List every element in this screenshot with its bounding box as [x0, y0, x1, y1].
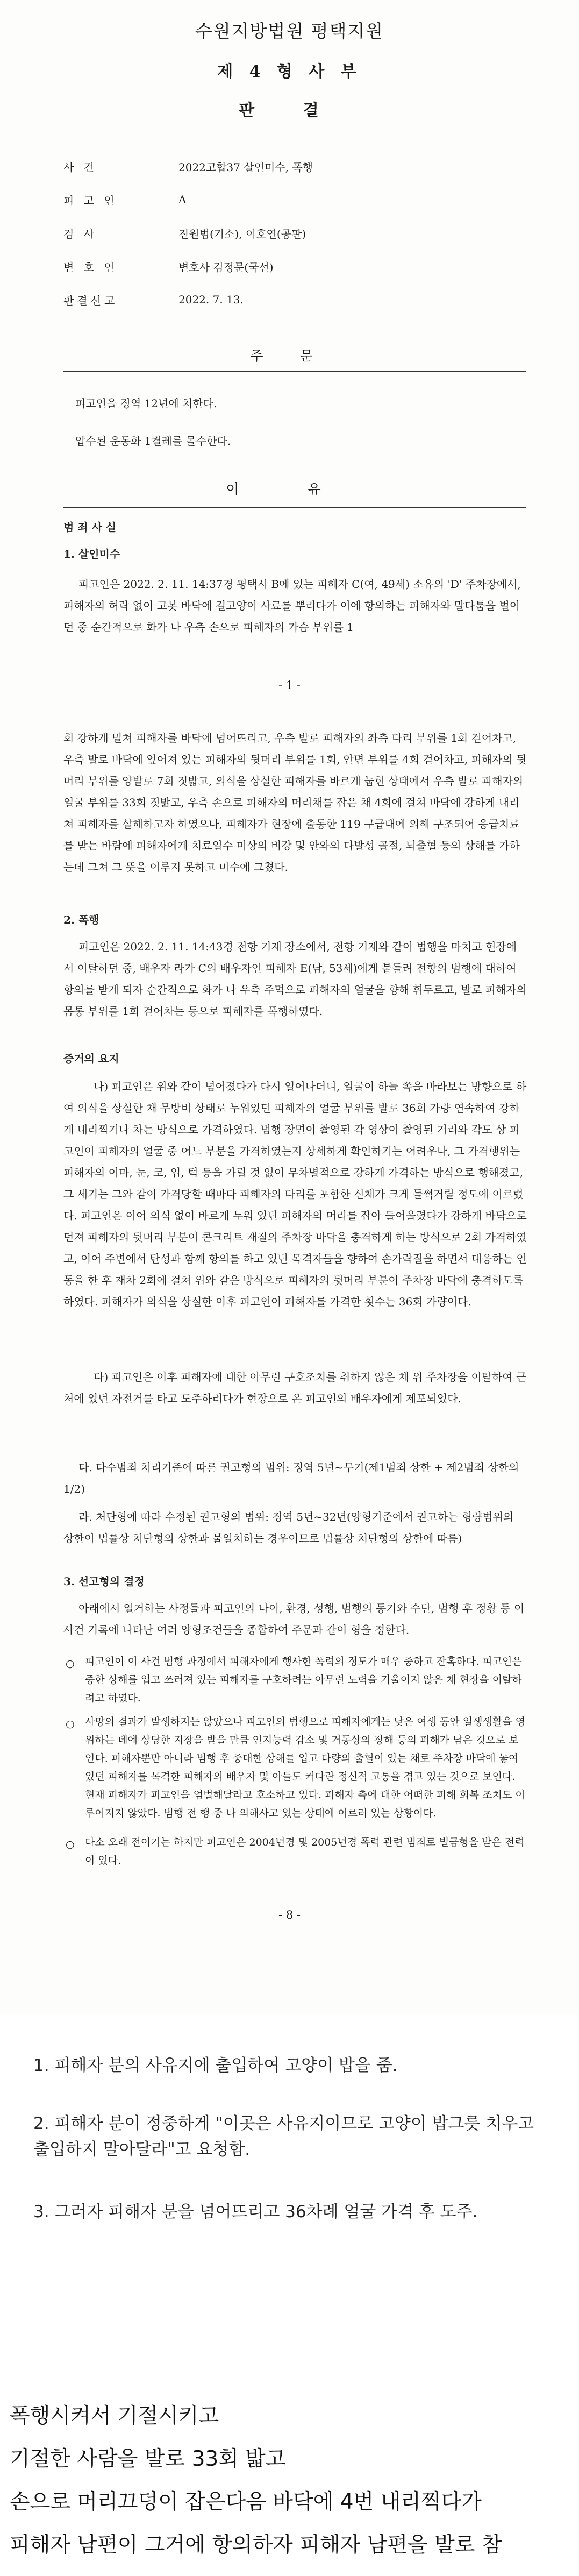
section-title: 2. 폭행: [63, 913, 99, 926]
circle-bullet-icon: ○: [66, 1839, 75, 1850]
sentencing-range-a: 다. 다수범죄 처리기준에 따른 권고형의 범위: 징역 5년~무기(제1범죄 상한 + 제2범죄 상한의 1/2): [63, 1461, 519, 1495]
caption-line: 1. 피해자 분의 사유지에 출입하여 고양이 밥을 줌.: [33, 2056, 398, 2075]
case-info-value: A: [178, 193, 187, 206]
sentencing-reason: 피고인이 이 사건 범행 과정에서 피해자에게 행사한 폭력의 정도가 매우 중하고 잔혹하다. 피고인은 중한 상해를 입고 쓰러져 있는 피해자를 구호하려는 아무런 노력을 기울이지 않은 채 현장을 이탈하려고 하였다.: [85, 1656, 522, 1704]
division-title: 제 4 형 사 부: [217, 62, 362, 81]
section-title: 1. 살인미수: [63, 548, 120, 560]
circle-bullet-icon: ○: [66, 1658, 75, 1670]
case-info-value: 변호사 김정문(국선): [178, 260, 274, 274]
order-heading: 주 문: [250, 348, 329, 364]
evidence-text: 나) 피고인은 위와 같이 넘어졌다가 다시 일어나더니, 얼굴이 하늘 쪽을 바라보는 방향으로 하여 의식을 상실한 채 무방비 상태로 누워있던 피해자의 얼굴 부위를 발로 36회 가량 연속하여 강하게 내리찍거나 차는 방식으로 가격하였다. 범행 장면이 촬영된 각 영상이 촬영된 거리와 각도 상 피고인이 피해자의 얼굴 중 어느 부분을 가격하였는지 상세하게 확인하기는 어려우나, 그 가격행위는 피해자의 이마, 눈, 코, 입, 턱 등을 가릴 것 없이 무차별적으로 강하게 가격하는 방식으로 행해졌고, 그 세기는 그와 같이 가격당할 때마다 피해자의 다리를 포함한 신체가 크게 들썩거릴 정도에 이르렀다. 피고인은 이어 의식 없이 바르게 누워 있던 피해자의 머리를 잡아 들어올렸다가 강하게 바닥으로 던져 피해자의 뒷머리 부분이 콘크리트 재질의 주차장 바닥을 충격하게 하는 방식으로 2회 가격하였고, 이어 주변에서 탄성과 함께 항의를 하고 있던 목격자들을 향하여 손가락질을 하면서 대응하는 언동을 한 후 재차 2회에 걸쳐 위와 같은 방식으로 피해자의 뒷머리 부분이 주차장 바닥에 충격하도록 하였다. 피해자가 의식을 상실한 이후 피고인이 피해자를 가격한 횟수는 36회 가량이다.: [63, 1080, 527, 1308]
case-info-key: 피 고 인: [63, 194, 118, 207]
page-number: - 1 -: [278, 679, 301, 692]
reason-heading: 이 유: [226, 481, 353, 497]
court-name: 수원지방법원 평택지원: [195, 20, 384, 41]
bottom-caption-line: 피해자 남편이 그거에 항의하자 피해자 남편을 발로 참: [10, 2533, 502, 2557]
case-info-row: [63, 283, 526, 316]
section2-text: 피고인은 2022. 2. 11. 14:43경 전항 기재 장소에서, 전항 기재와 같이 범행을 마치고 현장에서 이탈하던 중, 배우자 라가 C의 배우자인 피해자 E(남, 53세)에게 붙들려 전항의 범행에 대하여 항의를 받게 되자 순간적으로 화가 나 우측 주먹으로 피해자의 얼굴을 향해 휘두르고, 발로 피해자의 몸통 부위를 1회 걷어차는 등으로 피해자를 폭행하였다.: [63, 940, 527, 1018]
sentencing-range-b: 라. 처단형에 따라 수정된 권고형의 범위: 징역 5년~32년(양형기준에서 권고하는 형량범위의 상한이 법률상 처단형의 상한과 불일치하는 경우이므로 법률상 처단형의 상한에 따름): [63, 1510, 514, 1545]
sentencing-reason: 사망의 결과가 발생하지는 않았으나 피고인의 범행으로 피해자에게는 낮은 여생 동안 일생생활을 영위하는 데에 상당한 지장을 받을 만큼 인지능력 감소 및 거동상의 장해 등의 피해가 남은 것으로 보인다. 피해자뿐만 아니라 범행 후 중대한 상해를 입고 다량의 출혈이 있는 채로 주차장 바닥에 놓여 있던 피해자를 목격한 피해자의 배우자 및 아들도 커다란 정신적 고통을 겪고 있는 것으로 보인다. 현재 피해자가 피고인을 엄벌해달라고 호소하고 있다. 피해자 측에 대한 어떠한 피해 회복 조치도 이루어지지 않았다. 범행 전 행 중 나 의해사고 있는 상태에 이르러 있는 상황이다.: [85, 1716, 525, 1819]
bottom-caption-line: 폭행시켜서 기절시키고: [10, 2404, 219, 2428]
case-info-row: [63, 183, 526, 216]
case-info-key: 판결선고: [63, 294, 118, 307]
case-info-key: 검 사: [63, 227, 97, 240]
evidence-text-2: 다) 피고인은 이후 피해자에 대한 아무런 구호조치를 취하지 않은 채 위 주차장을 이탈하여 근처에 있던 자전거를 타고 도주하려다가 현장으로 온 피고인의 배우자에게 제포되었다.: [63, 1371, 527, 1405]
case-info-key: 사 건: [63, 160, 97, 174]
ruling-title: 판 결: [239, 101, 340, 120]
caption-line: 2. 피해자 분이 정중하게 "이곳은 사유지이므로 고양이 밥그릇 치우고 출입하지 말아달라"고 요청함.: [33, 2114, 534, 2159]
order-line: 피고인을 징역 12년에 처한다.: [75, 397, 217, 410]
case-info-value: 2022. 7. 13.: [178, 293, 244, 306]
facts-heading: 범 죄 사 실: [63, 521, 117, 534]
section-title: 3. 선고형의 결정: [63, 1575, 145, 1588]
page-number: - 8 -: [278, 1908, 301, 1921]
evidence-heading: 증거의 요지: [63, 1052, 119, 1065]
caption-line: 3. 그러자 피해자 분을 넘어뜨리고 36차례 얼굴 가격 후 도주.: [33, 2202, 478, 2222]
case-info-key: 변 호 인: [63, 260, 118, 274]
divider: [63, 507, 526, 508]
case-info-table: [63, 150, 526, 316]
case-info-row: [63, 150, 526, 183]
bottom-caption-line: 기절한 사람을 발로 33회 밟고: [10, 2447, 286, 2471]
case-info-value: 진원범(기소), 이호연(공판): [178, 227, 306, 240]
case-info-row: [63, 250, 526, 283]
order-line: 압수된 운동화 1켤레를 몰수한다.: [75, 435, 231, 448]
circle-bullet-icon: ○: [66, 1718, 75, 1730]
section1-text: 피고인은 2022. 2. 11. 14:37경 평택시 B에 있는 피해자 C(여, 49세) 소유의 'D' 주차장에서, 피해자의 허락 없이 고봇 바닥에 길고양이 사료를 뿌리다가 이에 항의하는 피해자와 말다툼을 벌이던 중 순간적으로 화가 나 우측 손으로 피해자의 가슴 부위를 1: [63, 578, 521, 634]
case-info-row: [63, 216, 526, 250]
bottom-caption-line: 손으로 머리끄덩이 잡은다음 바닥에 4번 내리찍다가: [10, 2490, 482, 2514]
section1-continued-text: 회 강하게 밀쳐 피해자를 바닥에 넘어뜨리고, 우측 발로 피해자의 좌측 다리 부위를 1회 걷어차고, 우측 발로 바닥에 엎어져 있는 피해자의 뒷머리 부위를 1회, 안면 부위를 4회 걷어차고, 피해자의 뒷머리 부위를 양발로 7회 짓밟고, 의식을 상실한 피해자를 바르게 눕힌 상태에서 우측 발로 피해자의 얼굴 부위를 33회 짓밟고, 우측 손으로 피해자의 머리채를 잡은 채 4회에 걸쳐 바닥에 강하게 내리쳐 피해자를 살해하고자 하였으나, 피해자가 현장에 출동한 119 구급대에 의해 구조되어 응급치료를 받는 바람에 피해자에게 치료일수 미상의 비강 및 안와의 다발성 골절, 뇌출혈 등의 상해를 가하는데 그쳐 그 뜻을 이루지 못하고 미수에 그쳤다.: [63, 732, 527, 874]
sentencing-reason: 다소 오래 전이기는 하지만 피고인은 2004년경 및 2005년경 폭력 관련 범죄로 벌금형을 받은 전력이 있다.: [85, 1836, 525, 1867]
divider: [63, 371, 526, 372]
section3-text: 아래에서 열거하는 사정들과 피고인의 나이, 환경, 성행, 범행의 동기와 수단, 범행 후 정황 등 이 사건 기록에 나타난 여러 양형조건들을 종합하여 주문과 같이 형을 정한다.: [63, 1602, 525, 1636]
case-info-value: 2022고합37 살인미수, 폭행: [178, 160, 313, 174]
